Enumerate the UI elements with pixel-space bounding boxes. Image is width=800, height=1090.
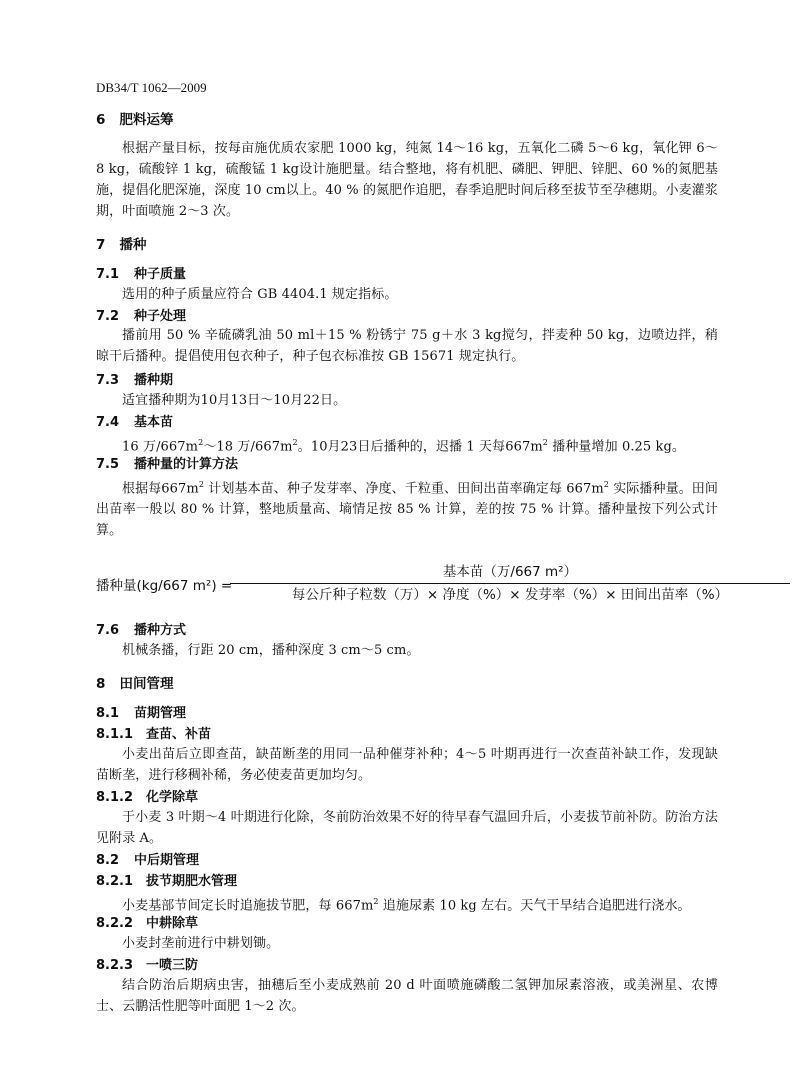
section-title: 肥料运筹 bbox=[119, 112, 174, 128]
section-title: 中后期管理 bbox=[134, 853, 200, 868]
section-8-2-heading bbox=[96, 849, 199, 868]
section-number: 8.2.1 bbox=[96, 874, 134, 889]
document-id: DB34/T 1062—2009 bbox=[96, 80, 207, 95]
section-8-2-3-paragraph: 结合防治后期病虫害，抽穗后至小麦成熟前 20 d 叶面喷施磷酸二氢钾加尿素溶液，或美洲星、农博士、云鹏活性肥等叶面肥 1～2 次。 bbox=[96, 978, 718, 1014]
section-number: 7.6 bbox=[96, 623, 120, 638]
section-7-2-paragraph: 播前用 50 % 辛硫磷乳油 50 ml＋15 % 粉锈宁 75 g＋水 3 kg搅匀，拌麦种 50 kg，边喷边拌，稍晾干后播种。提倡使用包衣种子，种子包衣标准按 GB 15671 规定执行。 bbox=[96, 328, 718, 364]
section-7-heading bbox=[96, 233, 147, 253]
section-number: 7 bbox=[96, 237, 106, 253]
section-title: 中耕除草 bbox=[146, 916, 199, 931]
section-title: 种子处理 bbox=[134, 309, 187, 324]
section-title: 基本苗 bbox=[134, 415, 174, 430]
section-7-5-paragraph: 根据每$667m^2$ 计划基本苗、种子发芽率、净度、千粒重、田间出苗率确定每 $667m^2$ 实际播种量。田间出苗率一般以 80 % 计算，整地质量高、墒情足按 85 % 计算，差的按 75 % 计算。播种量按下列公式计算。 bbox=[96, 480, 719, 539]
formula-numerator: 基本苗（万/667 m²） bbox=[442, 564, 578, 580]
section-7-6-paragraph: 机械条播，行距 20 cm，播种深度 3 cm～5 cm。 bbox=[122, 643, 420, 658]
section-title: 查苗、补苗 bbox=[146, 727, 212, 742]
section-title: 拔节期肥水管理 bbox=[146, 874, 238, 889]
section-8-1-1-heading bbox=[96, 723, 211, 742]
section-number: 7.5 bbox=[96, 457, 120, 472]
section-7-3-paragraph: 适宜播种期为10月13日～10月22日。 bbox=[122, 393, 347, 408]
section-number: 7.1 bbox=[96, 267, 120, 282]
section-8-2-2-heading bbox=[96, 912, 198, 931]
fraction-bar bbox=[230, 583, 790, 584]
section-number: 8.1 bbox=[96, 706, 120, 721]
formula-denominator: 每公斤种子粒数（万）× 净度（%）× 发芽率（%）× 田间出苗率（%） bbox=[291, 587, 729, 603]
section-7-1-heading bbox=[96, 263, 186, 282]
section-7-3-heading bbox=[96, 369, 173, 388]
formula-fraction bbox=[230, 562, 790, 605]
section-7-5-heading bbox=[96, 453, 238, 472]
section-8-2-2-paragraph: 小麦封垄前进行中耕划锄。 bbox=[122, 936, 280, 951]
section-number: 7.3 bbox=[96, 373, 120, 388]
section-number: 8.1.2 bbox=[96, 790, 134, 805]
section-8-2-1-heading bbox=[96, 870, 237, 889]
section-8-1-2-paragraph: 于小麦 3 叶期～4 叶期进行化除，冬前防治效果不好的待早春气温回升后，小麦拔节前补防。防治方法见附录 A。 bbox=[96, 810, 718, 846]
section-number: 8 bbox=[96, 676, 106, 692]
section-title: 化学除草 bbox=[146, 790, 199, 805]
section-number: 8.2 bbox=[96, 853, 120, 868]
section-number: 8.1.1 bbox=[96, 727, 134, 742]
section-8-1-heading bbox=[96, 702, 186, 721]
section-number: 6 bbox=[96, 112, 106, 128]
section-8-1-2-heading bbox=[96, 786, 198, 805]
section-title: 种子质量 bbox=[134, 267, 187, 282]
section-number: 7.4 bbox=[96, 415, 120, 430]
section-title: 播种期 bbox=[134, 373, 174, 388]
section-6-paragraph: 根据产量目标，按每亩施优质农家肥 1000 kg，纯氮 14～16 kg，五氧化二磷 5～6 kg，氧化钾 6～8 kg，硫酸锌 1 kg，硫酸锰 1 kg设计施肥量。结合整地，将有机肥、磷肥、钾肥、锌肥、60 %的氮肥基施，提倡化肥深施，深度 10 cm以上。40 % 的氮肥作追肥，春季追肥时间后移至拔节至孕穗期。小麦灌浆期，叶面喷施 2～3 次。 bbox=[96, 141, 718, 219]
section-title: 一喷三防 bbox=[146, 958, 199, 973]
section-6-heading bbox=[96, 108, 174, 128]
section-title: 田间管理 bbox=[119, 676, 174, 692]
section-title: 播种 bbox=[119, 237, 147, 253]
section-title: 播种量的计算方法 bbox=[134, 457, 239, 472]
section-number: 8.2.2 bbox=[96, 916, 134, 931]
section-7-1-paragraph: 选用的种子质量应符合 GB 4404.1 规定指标。 bbox=[122, 287, 398, 302]
section-title: 苗期管理 bbox=[134, 706, 187, 721]
section-8-1-1-paragraph: 小麦出苗后立即查苗，缺苗断垄的用同一品种催芽补种；4～5 叶期再进行一次查苗补缺工作，发现缺苗断垄，进行移稠补稀，务必使麦苗更加均匀。 bbox=[96, 747, 718, 783]
section-8-2-3-heading bbox=[96, 954, 198, 973]
section-7-6-heading bbox=[96, 619, 186, 638]
formula-lhs: 播种量(kg/667 m²) = bbox=[96, 578, 233, 594]
seeding-rate-formula bbox=[96, 562, 729, 606]
section-7-4-paragraph: 16 万$/667m^2\sim 18$ 万$/667m^2$。10月23日后播种的，迟播 1 天每$667m^2$ 播种量增加 0.25 kg。 bbox=[122, 438, 686, 455]
section-8-2-1-paragraph: 小麦基部节间定长时追施拔节肥，每 $667m^2$ 追施尿素 10 kg 左右。天气干旱结合追肥进行浇水。 bbox=[122, 897, 691, 914]
section-number: 7.2 bbox=[96, 309, 120, 324]
section-title: 播种方式 bbox=[134, 623, 187, 638]
section-number: 8.2.3 bbox=[96, 958, 134, 973]
section-7-4-heading bbox=[96, 411, 173, 430]
section-8-heading bbox=[96, 672, 174, 692]
section-7-2-heading bbox=[96, 305, 186, 324]
